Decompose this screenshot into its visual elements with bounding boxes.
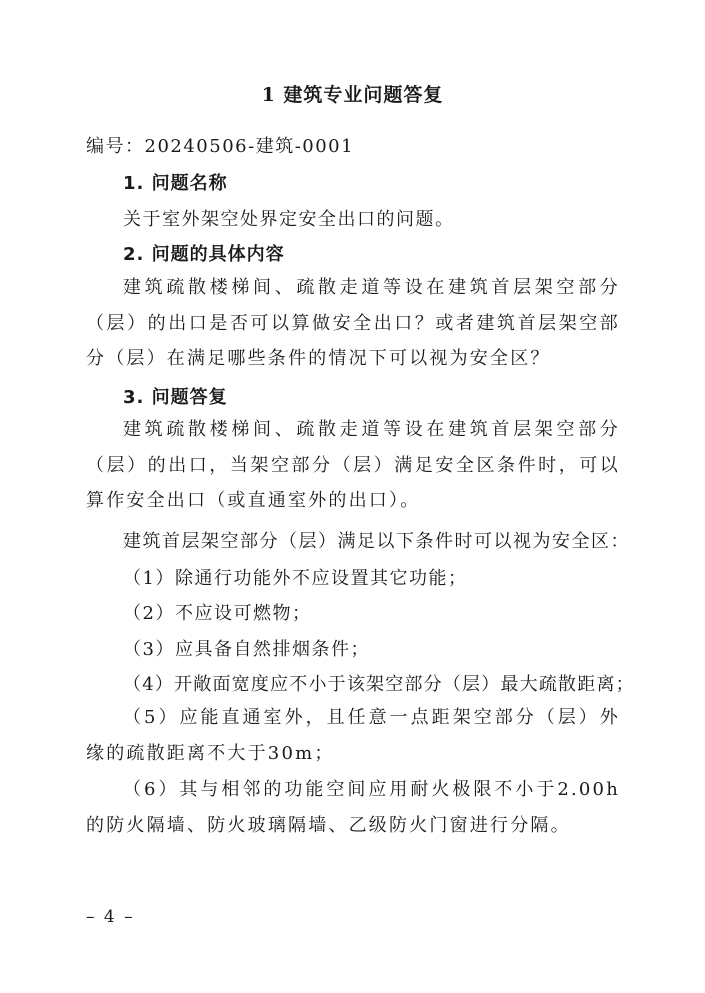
section-3-heading: 3. 问题答复 xyxy=(123,387,228,408)
condition-item-3: （3）应具备自然排烟条件； xyxy=(123,639,370,660)
section-1-heading: 1. 问题名称 xyxy=(123,173,228,194)
condition-item-6: （6）其与相邻的功能空间应用耐火极限不小于2.00h的防火隔墙、防火玻璃隔墙、乙级防火门窗进行分隔。 xyxy=(86,779,620,836)
section-2-heading: 2. 问题的具体内容 xyxy=(123,244,285,265)
section-3-body-1: 建筑疏散楼梯间、疏散走道等设在建筑首层架空部分（层）的出口，当架空部分（层）满足安全区条件时，可以算作安全出口（或直通室外的出口）。 xyxy=(86,419,620,511)
condition-item-1: （1）除通行功能外不应设置其它功能； xyxy=(123,568,468,589)
condition-item-5: （5）应能直通室外，且任意一点距架空部分（层）外缘的疏散距离不大于30m； xyxy=(86,707,620,764)
condition-item-2: （2）不应设可燃物； xyxy=(123,603,312,624)
section-1-body: 关于室外架空处界定安全出口的问题。 xyxy=(123,209,455,230)
section-3-body-2: 建筑首层架空部分（层）满足以下条件时可以视为安全区： xyxy=(123,531,630,552)
page-number: – 4 – xyxy=(86,907,135,927)
section-2-body: 建筑疏散楼梯间、疏散走道等设在建筑首层架空部分（层）的出口是否可以算做安全出口？或者建筑首层架空部分（层）在满足哪些条件的情况下可以视为安全区？ xyxy=(86,277,620,369)
document-number: 编号：20240506-建筑-0001 xyxy=(86,136,355,157)
document-title: 1 建筑专业问题答复 xyxy=(261,84,444,106)
condition-item-4: （4）开敞面宽度应不小于该架空部分（层）最大疏散距离； xyxy=(123,674,635,695)
